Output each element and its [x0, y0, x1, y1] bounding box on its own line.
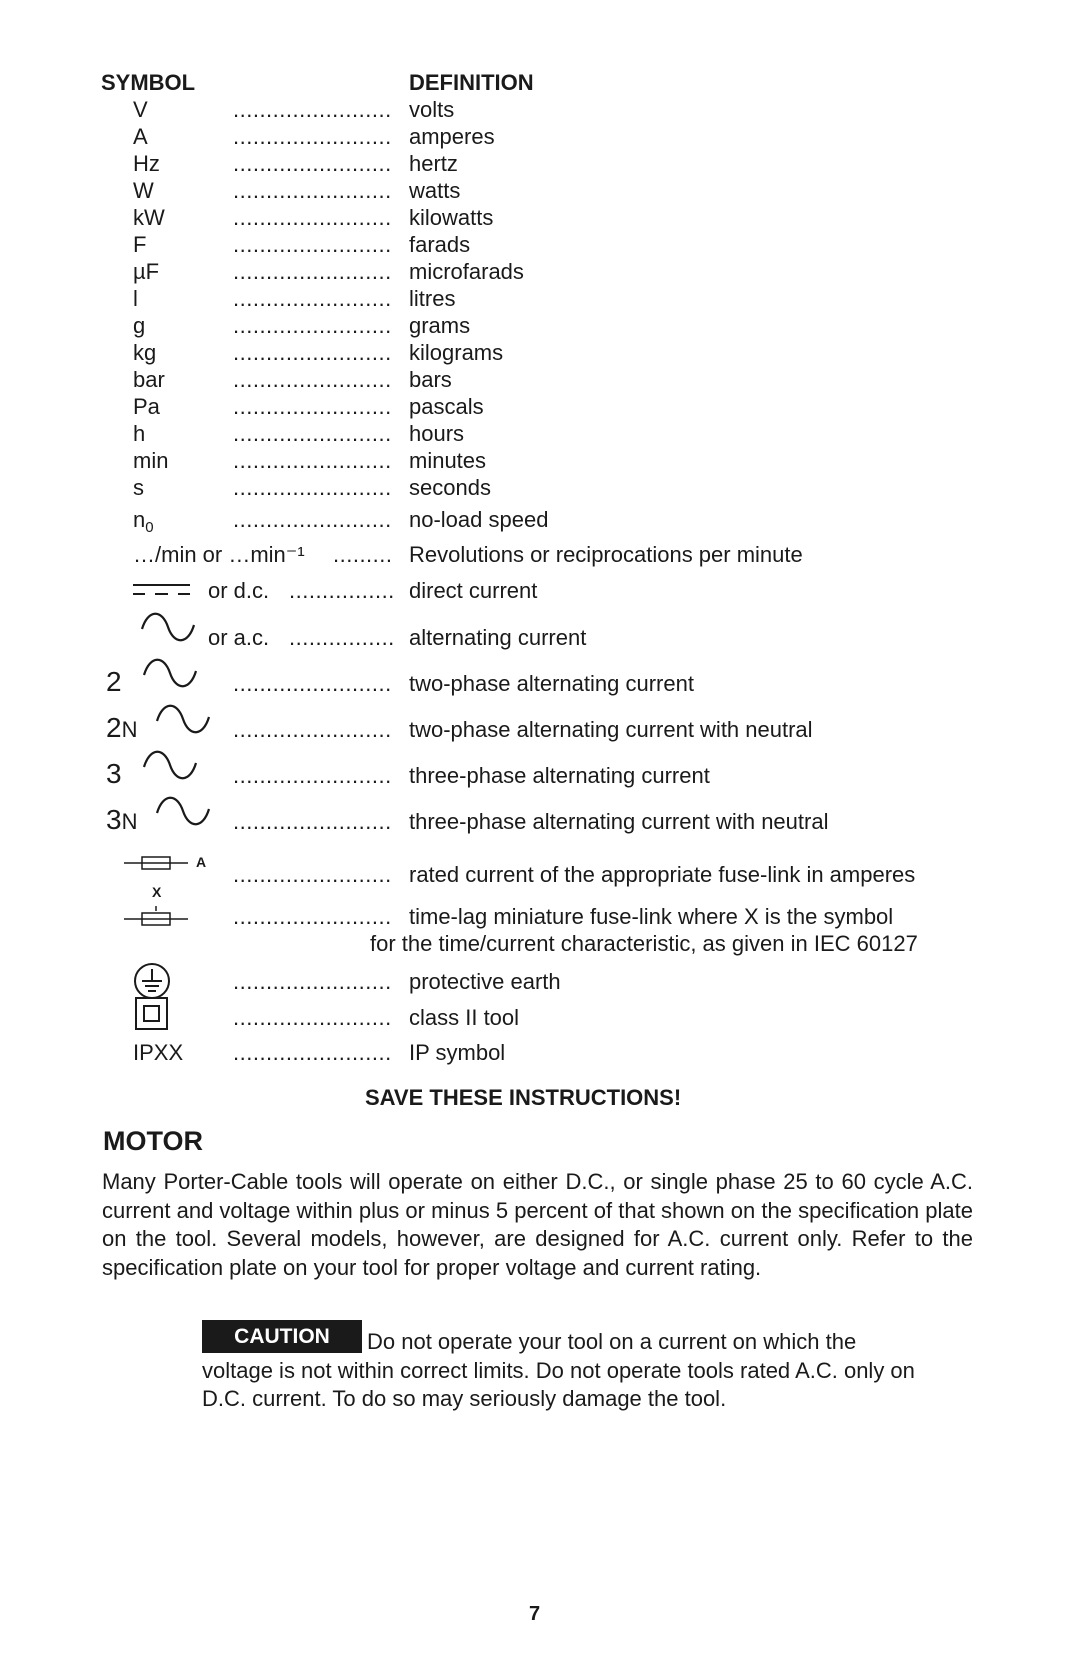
ac-wave-icon: [140, 611, 196, 645]
ac-wave-icon: [142, 657, 198, 691]
leader-dots: ........................: [233, 313, 392, 338]
leader-dots: ........................: [233, 205, 392, 230]
symbol-cell: V: [133, 97, 148, 122]
symbol-row: [0, 257, 1080, 287]
definition-cell: IP symbol: [409, 1040, 506, 1065]
motor-title: MOTOR: [103, 1126, 203, 1156]
symbol-row-fuse: [0, 854, 1080, 890]
definition-cell: two-phase alternating current with neutral: [409, 717, 813, 742]
symbol-row-ac: [0, 623, 1080, 653]
definition-cell: rated current of the appropriate fuse-link in amperes: [409, 862, 916, 887]
symbol-row-phase: [0, 758, 1080, 791]
symbol-cell: …/min or …min⁻¹: [133, 542, 305, 567]
symbol-cell: W: [133, 178, 154, 203]
definition-cell: three-phase alternating current with neutral: [409, 809, 829, 834]
page-number: 7: [529, 1603, 541, 1625]
leader-dots: ........................: [233, 259, 392, 284]
symbol-row-dc: [0, 576, 1080, 606]
symbol-row-timelag: [0, 884, 1080, 932]
ac-wave-icon: [155, 703, 211, 737]
symbol-row-noload: [0, 505, 1080, 535]
ac-wave-icon: [155, 795, 211, 829]
symbol-cell: bar: [133, 367, 165, 392]
definition-cell: direct current: [409, 578, 538, 603]
leader-dots: ........................: [233, 421, 392, 446]
symbol-cell: l: [133, 286, 138, 311]
leader-dots: ........................: [233, 340, 392, 365]
phase-number: 2N: [106, 712, 138, 743]
leader-dots: ........................: [233, 151, 392, 176]
leader-dots: ........................: [233, 448, 392, 473]
symbol-cell: h: [133, 421, 146, 446]
leader-dots: ................: [289, 578, 395, 603]
symbol-row: [0, 203, 1080, 233]
symbol-row-phase: [0, 804, 1080, 837]
symbol-row-earth: [0, 967, 1080, 997]
symbol-cell: IPXX: [133, 1040, 184, 1065]
caution-text: Do not operate your tool on a current on which the voltage is not within correct limits. Do not operate tools rated A.C. only on D.C. current. To do so may seriously damage the tool.: [202, 1329, 915, 1411]
dc-symbol-icon: [133, 582, 191, 598]
definition-cell: watts: [409, 178, 461, 203]
class-ii-icon: [135, 997, 169, 1031]
definition-cell: kilograms: [409, 340, 504, 365]
symbol-row: [0, 284, 1080, 314]
symbol-cell: kg: [133, 340, 157, 365]
symbol-cell: g: [133, 313, 146, 338]
leader-dots: ........................: [233, 1005, 392, 1030]
save-instructions-heading: SAVE THESE INSTRUCTIONS!: [365, 1085, 682, 1110]
definition-cell: farads: [409, 232, 471, 257]
symbol-cell: s: [133, 475, 144, 500]
definition-cell: three-phase alternating current: [409, 763, 710, 788]
leader-dots: ........................: [233, 809, 392, 834]
symbol-row: [0, 365, 1080, 395]
symbol-cell: µF: [133, 259, 160, 284]
symbol-row-rpm: [0, 540, 1080, 570]
symbol-row: [0, 149, 1080, 179]
definition-cell: alternating current: [409, 625, 587, 650]
symbol-row: [0, 311, 1080, 341]
symbol-row-phase: [0, 712, 1080, 745]
definition-cell: class II tool: [409, 1005, 520, 1030]
symbol-cell: $n_0$: [133, 507, 154, 536]
symbol-row-class2: [0, 1003, 1080, 1033]
definition-cell: pascals: [409, 394, 484, 419]
definition-cell: amperes: [409, 124, 495, 149]
definition-cell: time-lag miniature fuse-link where X is the symbol: [409, 904, 894, 929]
phase-number: 2: [106, 666, 122, 697]
symbol-row: [0, 176, 1080, 206]
symbol-row-ipxx: [0, 1038, 1080, 1068]
leader-dots: ........................: [233, 1040, 392, 1065]
symbol-cell: F: [133, 232, 147, 257]
leader-dots: ........................: [233, 178, 392, 203]
symbol-header: SYMBOL: [101, 70, 196, 95]
symbol-cell: kW: [133, 205, 165, 230]
definition-continuation: for the time/current characteristic, as given in IEC 60127: [370, 931, 918, 956]
definition-cell: microfarads: [409, 259, 524, 284]
symbol-cell: Pa: [133, 394, 160, 419]
leader-dots: ................: [289, 625, 395, 650]
leader-dots: ........................: [233, 507, 392, 532]
symbol-cell: min: [133, 448, 169, 473]
definition-cell: minutes: [409, 448, 487, 473]
symbol-row: [0, 122, 1080, 152]
symbol-row-phase: [0, 666, 1080, 699]
phase-number: 3N: [106, 804, 138, 835]
leader-dots: ........................: [233, 97, 392, 122]
caution-badge: CAUTION: [202, 1320, 362, 1353]
definition-cell: no-load speed: [409, 507, 549, 532]
definition-cell: grams: [409, 313, 471, 338]
leader-dots: ........................: [233, 232, 392, 257]
symbol-cell: A: [133, 124, 148, 149]
definition-cell: kilowatts: [409, 205, 494, 230]
timelag-label: X: [152, 884, 162, 900]
definition-header: DEFINITION: [409, 70, 534, 95]
definition-cell: seconds: [409, 475, 491, 500]
symbol-row: [0, 338, 1080, 368]
symbol-row: [0, 95, 1080, 125]
symbol-row: [0, 473, 1080, 503]
leader-dots: ........................: [233, 763, 392, 788]
leader-dots: ........................: [233, 969, 392, 994]
fuse-label: A: [196, 854, 207, 870]
definition-cell: two-phase alternating current: [409, 671, 694, 696]
ac-wave-icon: [142, 749, 198, 783]
symbol-cell: Hz: [133, 151, 160, 176]
symbol-row: [0, 392, 1080, 422]
symbol-row: [0, 419, 1080, 449]
leader-dots: ........................: [233, 394, 392, 419]
protective-earth-icon: [133, 962, 171, 1000]
leader-dots: ........................: [233, 671, 392, 696]
leader-dots: ........................: [233, 124, 392, 149]
leader-dots: ........................: [233, 904, 392, 929]
definition-cell: protective earth: [409, 969, 561, 994]
leader-dots: ........................: [233, 475, 392, 500]
leader-dots: ........................: [233, 286, 392, 311]
symbol-row: [0, 230, 1080, 260]
definition-cell: Revolutions or reciprocations per minute: [409, 542, 803, 567]
time-lag-fuse-icon: [124, 906, 188, 928]
leader-dots: ........................: [233, 862, 392, 887]
motor-paragraph: Many Porter-Cable tools will operate on either D.C., or single phase 25 to 60 cycle A.C. current and voltage within plus or minus 5 percent of that shown on the specification plate on the tool. Several models, however, are designed for A.C. current only. Refer to the specification plate on your tool for proper voltage and current rating.: [102, 1169, 973, 1280]
leader-dots: ........................: [233, 717, 392, 742]
symbol-alt-text: or d.c.: [208, 578, 270, 603]
symbol-row: [0, 446, 1080, 476]
definition-cell: volts: [409, 97, 455, 122]
leader-dots: ........................: [233, 367, 392, 392]
definition-cell: hertz: [409, 151, 458, 176]
phase-number: 3: [106, 758, 122, 789]
definition-cell: hours: [409, 421, 465, 446]
leader-dots: .........: [333, 542, 393, 567]
definition-cell: litres: [409, 286, 456, 311]
definition-cell: bars: [409, 367, 452, 392]
symbol-alt-text: or a.c.: [208, 625, 270, 650]
